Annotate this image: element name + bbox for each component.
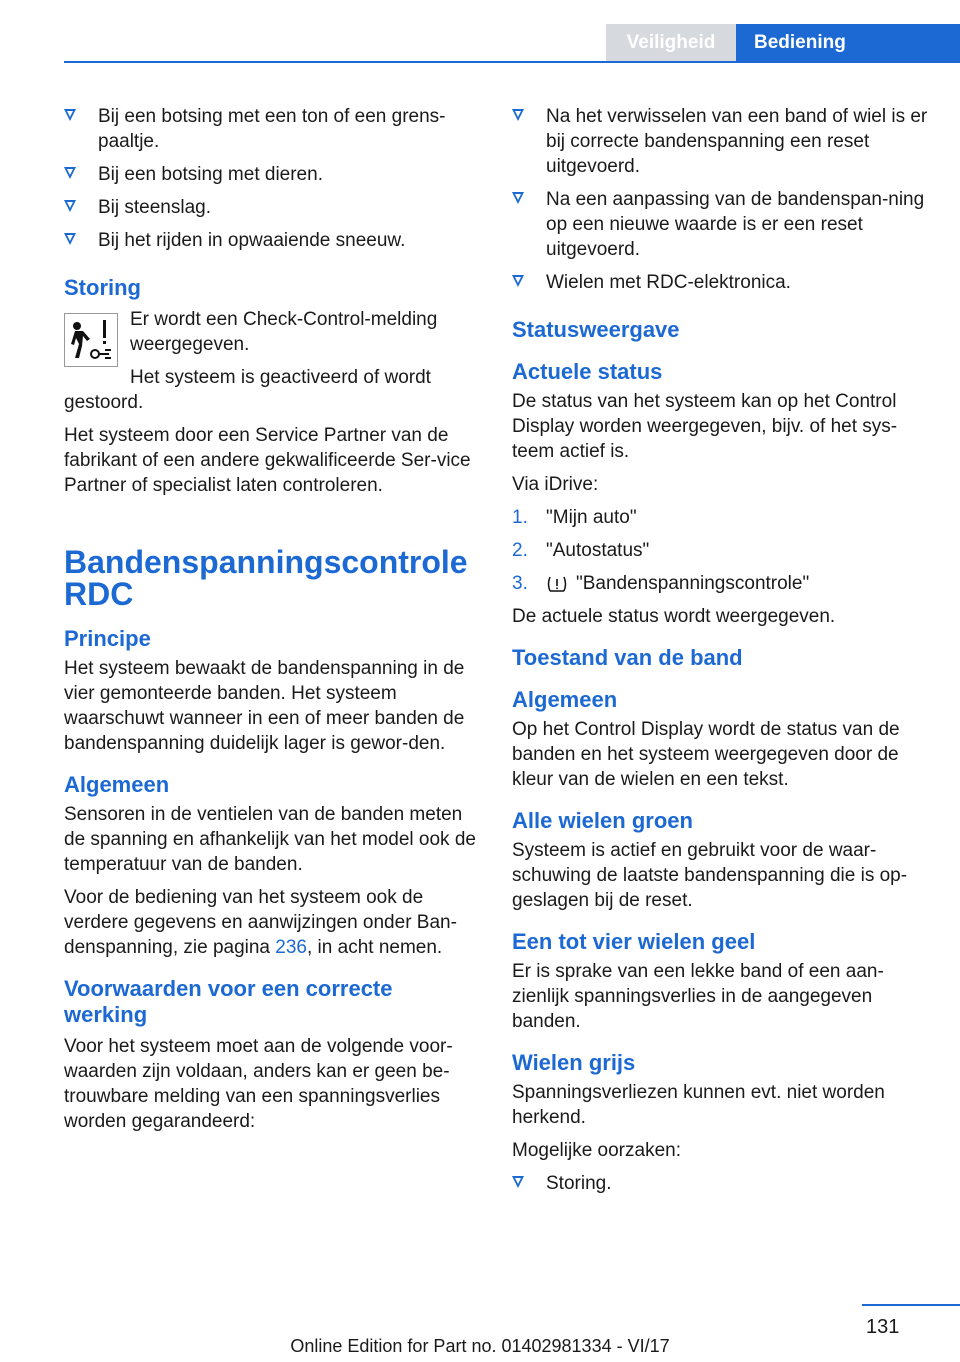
bullet-triangle-icon	[64, 167, 76, 179]
list-item: Bij steenslag.	[64, 195, 480, 220]
bullet-list-3	[512, 1171, 928, 1196]
tab-veiligheid[interactable]: Veiligheid	[606, 24, 736, 62]
bullet-list-1	[64, 104, 480, 253]
status-heading: Statusweergave	[512, 317, 680, 342]
tire-pressure-icon	[546, 575, 568, 593]
bullet-triangle-icon	[64, 109, 76, 121]
list-item: Na het verwisselen van een band of wiel is er bij correcte bandenspanning een reset uitgevoerd.	[512, 104, 928, 179]
alg-heading: Algemeen	[512, 687, 618, 712]
storing-heading: Storing	[64, 275, 141, 300]
actueel-heading: Actuele status	[512, 359, 663, 384]
list-item: Bij het rijden in opwaaiende sneeuw.	[64, 228, 480, 253]
groen-text: Systeem is actief en gebruikt voor de waar-schuwing de laatste bandenspanning die is op-geslagen bij de reset.	[512, 840, 908, 911]
page-link[interactable]: 236	[275, 937, 307, 958]
algemeen-heading: Algemeen	[64, 772, 170, 797]
actueel-text-2: De actuele status wordt weergegeven.	[512, 606, 836, 627]
chapter-title: Bandenspanningscontrole RDC	[64, 544, 468, 612]
algemeen-text-1: Sensoren in de ventielen van de banden meten de spanning en afhankelijk van het model ook de temperatuur van de banden.	[64, 804, 476, 875]
voorwaarden-heading: Voorwaarden voor een correcte werking	[64, 976, 393, 1027]
list-item: Bij een botsing met een ton of een grens-paaltje.	[64, 104, 480, 154]
header-rule	[64, 61, 960, 63]
list-item: 3. "Bandenspanningscontrole"	[512, 573, 810, 594]
algemeen-text-2: Voor de bediening van het systeem ook de verdere gegevens en aanwijzingen onder Ban-denspanning, zie pagina 236, in acht nemen.	[64, 887, 457, 958]
storing-text-1: Er wordt een Check-Control-melding weergegeven.	[130, 309, 438, 355]
storing-block	[64, 307, 480, 357]
storing-text-3: Het systeem door een Service Partner van de fabrikant of een andere gekwalificeerde Ser-vice Partner of specialist laten controleren.	[64, 425, 471, 496]
groen-heading: Alle wielen groen	[512, 808, 693, 833]
oorzaken-text: Mogelijke oorzaken:	[512, 1140, 681, 1161]
geel-text: Er is sprake van een lekke band of een aan-zienlijk spanningsverlies in de aangegeven banden.	[512, 961, 884, 1032]
bullet-list-2	[512, 104, 928, 295]
bullet-triangle-icon	[512, 109, 524, 121]
actueel-text: De status van het systeem kan op het Control Display worden weergegeven, bijv. of het sys-teem actief is.	[512, 391, 898, 462]
left-column	[64, 104, 480, 1142]
principe-heading: Principe	[64, 626, 151, 651]
bullet-triangle-icon	[64, 233, 76, 245]
voorwaarden-text: Voor het systeem moet aan de volgende voor-waarden zijn voldaan, anders kan er geen be-trouwbare melding van een spanningsverlies worden gegarandeerd:	[64, 1036, 453, 1132]
page-number: 131	[866, 1316, 900, 1338]
bullet-triangle-icon	[512, 192, 524, 204]
alg-text: Op het Control Display wordt de status van de banden en het systeem weergegeven door de kleur van de wielen en een tekst.	[512, 719, 900, 790]
grijs-heading: Wielen grijs	[512, 1050, 636, 1075]
right-column	[512, 104, 928, 1206]
pedestrian-warning-icon	[64, 313, 118, 367]
bullet-triangle-icon	[512, 1176, 524, 1188]
geel-heading: Een tot vier wielen geel	[512, 929, 756, 954]
footer-rule	[862, 1304, 960, 1306]
list-item: Storing.	[512, 1171, 928, 1196]
storing-text-2: Het systeem is geactiveerd of wordt gestoord.	[64, 367, 431, 413]
header-tabs	[606, 24, 960, 62]
grijs-text: Spanningsverliezen kunnen evt. niet worden herkend.	[512, 1082, 885, 1128]
edition-footer: Online Edition for Part no. 01402981334 - VI/17	[290, 1336, 670, 1356]
list-item: Bij een botsing met dieren.	[64, 162, 480, 187]
principe-text: Het systeem bewaakt de bandenspanning in de vier gemonteerde banden. Het systeem waarschuwt wanneer in een of meer banden de bandenspanning duidelijk lager is gewor-den.	[64, 658, 465, 754]
list-item: Wielen met RDC-elektronica.	[512, 270, 928, 295]
bullet-triangle-icon	[512, 275, 524, 287]
list-item: 1. "Mijn auto"	[512, 507, 637, 528]
toestand-heading: Toestand van de band	[512, 645, 743, 670]
steps-list	[512, 505, 928, 596]
tab-bediening[interactable]: Bediening	[736, 24, 960, 62]
bullet-triangle-icon	[64, 200, 76, 212]
list-item: 2. "Autostatus"	[512, 540, 650, 561]
via-text: Via iDrive:	[512, 474, 599, 495]
list-item: Na een aanpassing van de bandenspan-ning op een nieuwe waarde is er een reset uitgevoerd.	[512, 187, 928, 262]
